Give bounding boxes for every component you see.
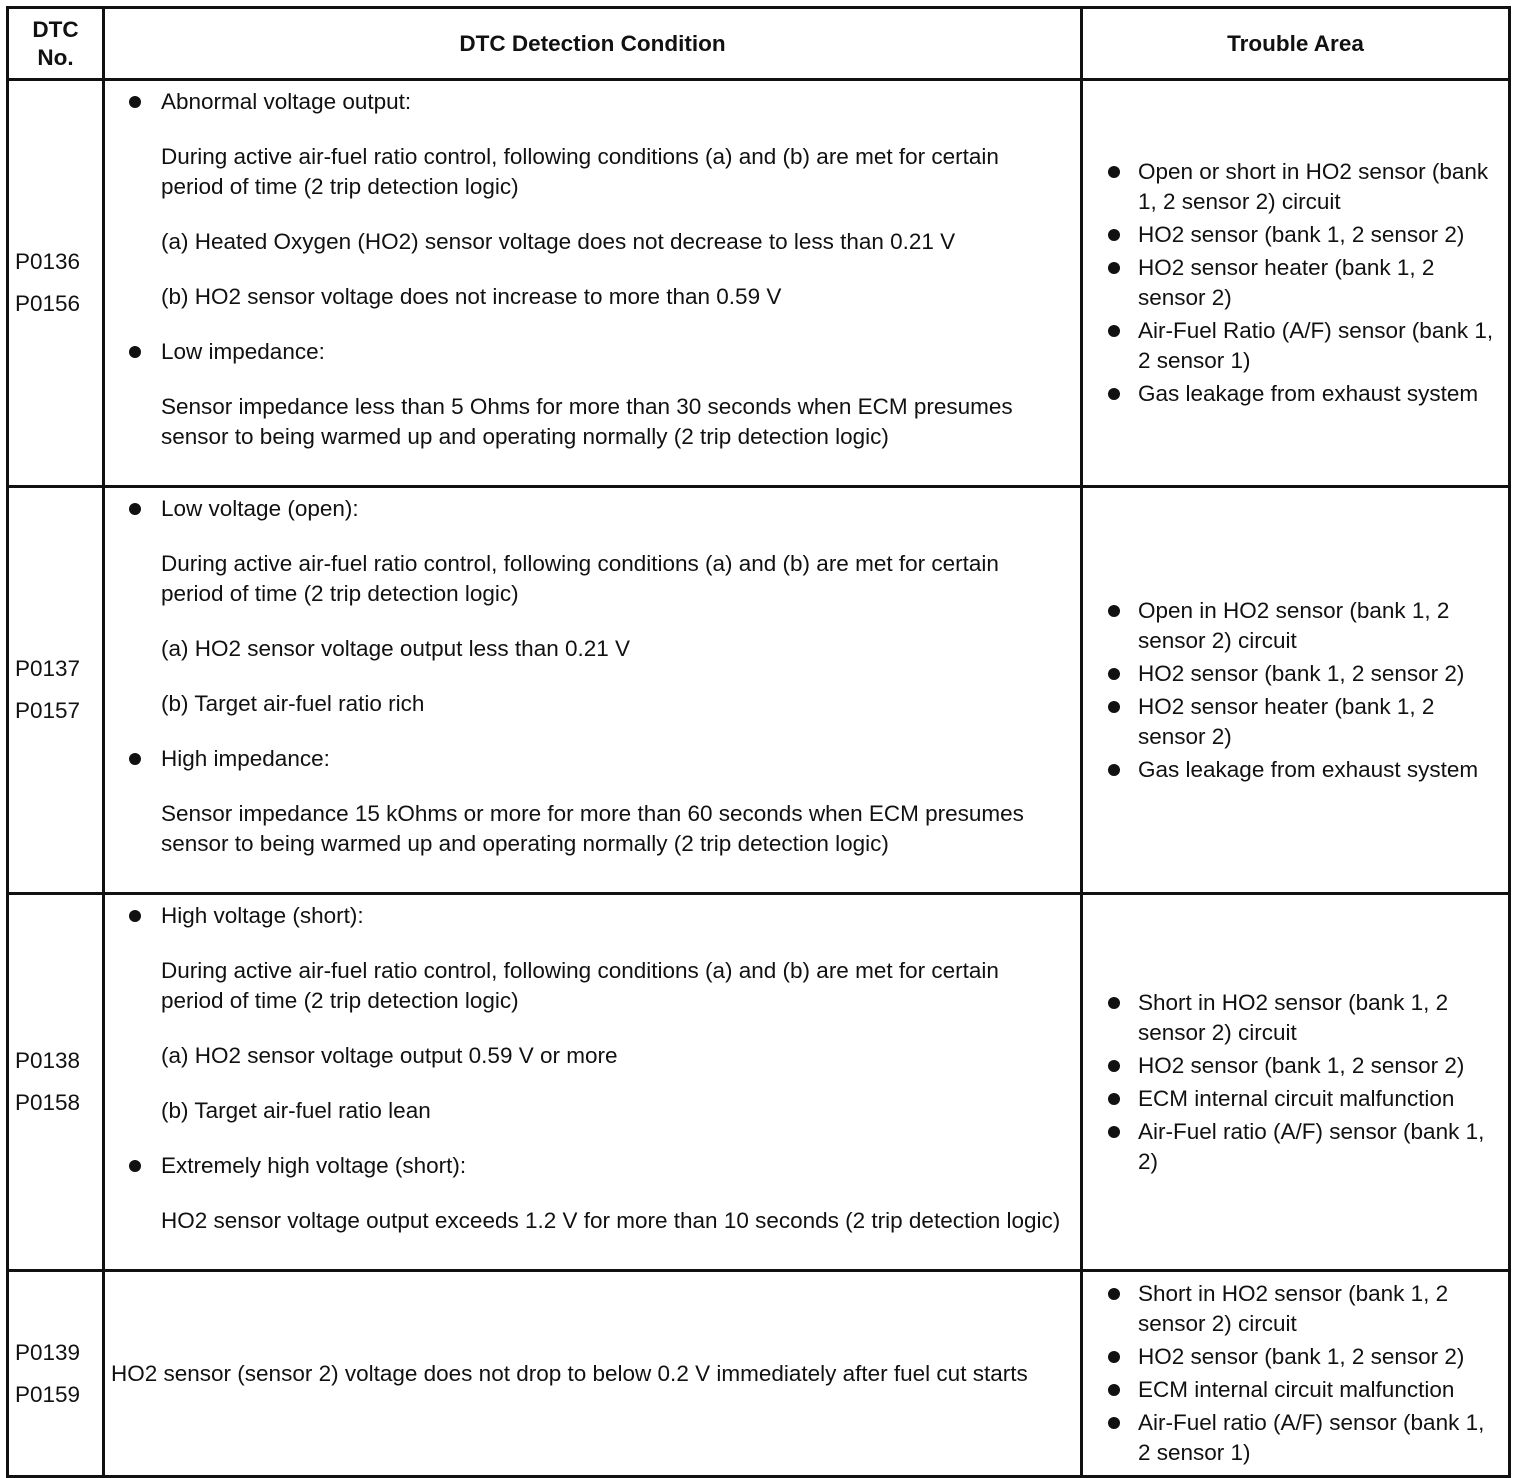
trouble-area-item: HO2 sensor heater (bank 1, 2 sensor 2) (1105, 253, 1500, 313)
table-row (8, 487, 1510, 894)
detection-condition-cell (104, 1271, 1082, 1477)
table-header-row (8, 8, 1510, 80)
dtc-code-cell (8, 894, 104, 1271)
trouble-area-item: Air-Fuel ratio (A/F) sensor (bank 1, 2 sensor 1) (1105, 1408, 1500, 1468)
trouble-area-item: ECM internal circuit malfunction (1105, 1084, 1500, 1114)
dtc-code: P0138 (15, 1048, 81, 1073)
condition-text: Sensor impedance less than 5 Ohms for more than 30 seconds when ECM presumes sensor to being warmed up and operating normally (2 trip detection logic) (161, 394, 1013, 449)
dtc-code: P0158 (15, 1090, 81, 1115)
dtc-code: P0157 (15, 698, 81, 723)
condition-text: During active air-fuel ratio control, following conditions (a) and (b) are met for certain period of time (2 trip detection logic) (161, 551, 999, 606)
table-row (8, 1271, 1510, 1477)
condition-bullet: High voltage (short): (125, 901, 1066, 931)
condition-text: (a) Heated Oxygen (HO2) sensor voltage does not decrease to less than 0.21 V (161, 229, 956, 254)
table-row (8, 894, 1510, 1271)
detection-condition-cell (104, 894, 1082, 1271)
condition-text: During active air-fuel ratio control, following conditions (a) and (b) are met for certain period of time (2 trip detection logic) (161, 144, 999, 199)
trouble-area-item: Air-Fuel ratio (A/F) sensor (bank 1, 2) (1105, 1117, 1500, 1177)
dtc-code: P0156 (15, 291, 81, 316)
trouble-area-item: HO2 sensor (bank 1, 2 sensor 2) (1105, 1342, 1500, 1372)
detection-condition-cell (104, 80, 1082, 487)
dtc-code: P0136 (15, 249, 81, 274)
trouble-area-item: Short in HO2 sensor (bank 1, 2 sensor 2) circuit (1105, 988, 1500, 1048)
trouble-area-cell (1082, 894, 1510, 1271)
condition-text: (a) HO2 sensor voltage output 0.59 V or more (161, 1043, 618, 1068)
trouble-area-item: HO2 sensor (bank 1, 2 sensor 2) (1105, 1051, 1500, 1081)
detection-condition-cell (104, 487, 1082, 894)
trouble-area-item: HO2 sensor (bank 1, 2 sensor 2) (1105, 659, 1500, 689)
condition-text: (a) HO2 sensor voltage output less than 0.21 V (161, 636, 631, 661)
dtc-code-cell (8, 487, 104, 894)
dtc-code-cell (8, 1271, 104, 1477)
dtc-code-cell (8, 80, 104, 487)
header-trouble-area: Trouble Area (1082, 8, 1510, 80)
condition-text: (b) Target air-fuel ratio rich (161, 691, 425, 716)
condition-text: HO2 sensor voltage output exceeds 1.2 V for more than 10 seconds (2 trip detection logic) (161, 1208, 1061, 1233)
trouble-area-item: Short in HO2 sensor (bank 1, 2 sensor 2) circuit (1105, 1279, 1500, 1339)
trouble-area-item: Open or short in HO2 sensor (bank 1, 2 sensor 2) circuit (1105, 157, 1500, 217)
condition-bullet: Extremely high voltage (short): (125, 1151, 1066, 1181)
condition-text: (b) Target air-fuel ratio lean (161, 1098, 431, 1123)
condition-bullet: Low voltage (open): (125, 494, 1066, 524)
condition-text: (b) HO2 sensor voltage does not increase to more than 0.59 V (161, 284, 782, 309)
trouble-area-item: Gas leakage from exhaust system (1105, 379, 1500, 409)
dtc-code: P0159 (15, 1381, 81, 1407)
header-dtc-no: DTC No. (8, 8, 104, 80)
trouble-area-cell (1082, 1271, 1510, 1477)
trouble-area-item: Gas leakage from exhaust system (1105, 755, 1500, 785)
trouble-area-item: HO2 sensor (bank 1, 2 sensor 2) (1105, 220, 1500, 250)
trouble-area-cell (1082, 80, 1510, 487)
table-row (8, 80, 1510, 487)
condition-text: HO2 sensor (sensor 2) voltage does not drop to below 0.2 V immediately after fuel cut starts (111, 1360, 1028, 1386)
trouble-area-item: Air-Fuel Ratio (A/F) sensor (bank 1, 2 sensor 1) (1105, 316, 1500, 376)
condition-text: During active air-fuel ratio control, following conditions (a) and (b) are met for certain period of time (2 trip detection logic) (161, 958, 999, 1013)
condition-bullet: Abnormal voltage output: (125, 87, 1066, 117)
trouble-area-cell (1082, 487, 1510, 894)
trouble-area-item: HO2 sensor heater (bank 1, 2 sensor 2) (1105, 692, 1500, 752)
dtc-code: P0137 (15, 656, 81, 681)
trouble-area-item: ECM internal circuit malfunction (1105, 1375, 1500, 1405)
header-detection-condition: DTC Detection Condition (104, 8, 1082, 80)
dtc-table (6, 6, 1511, 1478)
condition-text: Sensor impedance 15 kOhms or more for more than 60 seconds when ECM presumes sensor to being warmed up and operating normally (2 trip detection logic) (161, 801, 1024, 856)
condition-bullet: Low impedance: (125, 337, 1066, 367)
condition-bullet: High impedance: (125, 744, 1066, 774)
dtc-code: P0139 (15, 1339, 81, 1365)
trouble-area-item: Open in HO2 sensor (bank 1, 2 sensor 2) circuit (1105, 596, 1500, 656)
